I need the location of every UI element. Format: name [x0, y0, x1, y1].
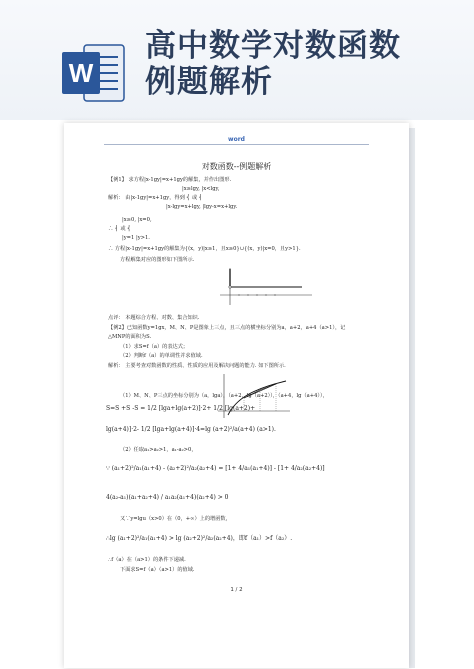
text-line: S=S +S -S = 1/2 [lga+lg(a+2)]·2+ 1/2 [lg(a+2)+ — [106, 405, 256, 412]
header-divider — [104, 144, 369, 145]
text-line: （1）求S=f（a）的表达式； — [120, 344, 189, 350]
text-line: |x≥0, |x=0, — [122, 217, 152, 223]
text-line: |y=1 |y>1. — [122, 235, 150, 241]
text-line: ∴ 方程|x-1gy|=x+1gy的解集为{(x，y)|x≥1，且x≥0}∪{(x，y)|x=0，且y>1}. — [108, 246, 301, 252]
page-header-brand: word — [228, 136, 245, 143]
document-title — [145, 28, 465, 100]
text-line: 解析： 主要考查对数函数的性质、性质的应用及解决问题的能力. 如下图所示. — [108, 363, 286, 369]
text-line: （2）判断f（a）的单调性并求值域. — [120, 353, 203, 359]
text-line: 4(a₂-a₁)(a₁+a₂+4) / a₁a₂(a₁+4)(a₂+4) > 0 — [106, 494, 229, 501]
text-line: 点评： 本题综合方程、对数、集合知识. — [108, 315, 200, 321]
page-title: 对数函数--例题解析 — [201, 162, 272, 171]
text-line: ∴lg (a₁+2)²/a₁(a₁+4) > lg (a₂+2)²/a₂(a₂+4)，即f（a₁）>f（a₂）. — [106, 535, 293, 542]
text-line: 又∵y=lgu（x>0）在（0，+∞）上的增函数， — [120, 516, 231, 522]
page-number: 1 / 2 — [230, 587, 243, 593]
text-line: 方程解集对应的图形如下图所示. — [120, 257, 195, 263]
text-line: （2）任取a₁>a₂>1，a₁-a₂>0， — [120, 447, 197, 453]
text-line: |x-lgy=x+lgy, |lgy-x=x+lgy. — [166, 204, 238, 210]
text-line: 下面求S=f（a）（a>1）的值域. — [120, 567, 195, 573]
text-line: △MNP的面积为S. — [108, 334, 152, 340]
text-line: 【例2】已知函数y=1gx，M、N、P是图象上三点，且三点的横坐标分别为a，a+2，a+4（a>1），记 — [108, 325, 346, 331]
text-line: ∵ (a₁+2)²/a₁(a₁+4) - (a₂+2)²/a₂(a₂+4) = [1+ 4/a₁(a₁+4)] - [1+ 4/a₂(a₂+4)] — [106, 465, 325, 472]
text-line: |x≥lgy, |x<lgy, — [182, 186, 220, 192]
text-line: ∴f（a）在（a>1）的条件下递减. — [108, 557, 186, 563]
word-icon — [62, 42, 126, 104]
text-line: ∴ ⎨ 或 ⎨ — [108, 226, 132, 232]
text-line: （1）M、N、P三点的坐标分别为（a，lga），（a+2，lg（a+2）），（a+4，lg（a+4））， — [120, 393, 328, 399]
banner — [0, 0, 474, 120]
word-logo-letter: W — [68, 58, 94, 88]
text-line: lg(a+4)]·2- 1/2 [lga+lg(a+4)]·4=lg (a+2)²/a(a+4) (a>1). — [106, 426, 276, 433]
text-line: 解析： 由|x-1gy|=x+1gy，得到 ⎨ 或 ⎨ — [108, 195, 203, 201]
graph-solution-set — [216, 265, 316, 309]
document-page — [64, 123, 409, 668]
text-line: 【例1】 求方程|x-1gy|=x+1gy的解集，并作出图形. — [108, 177, 232, 183]
document-title-line2: 例题解析 — [145, 64, 273, 100]
document-title-line1: 高中数学对数函数 — [145, 28, 401, 64]
